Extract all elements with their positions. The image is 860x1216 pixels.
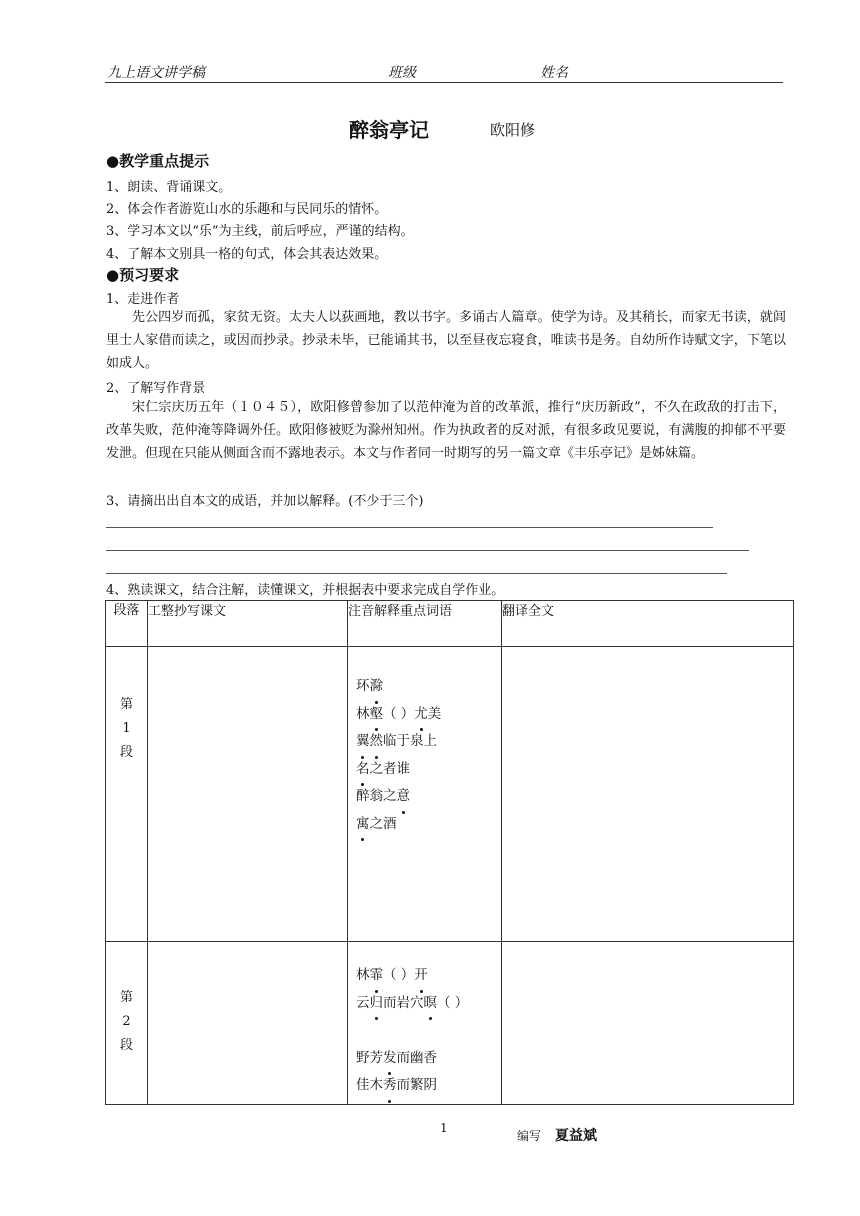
vocab-item: 林壑（ ）尤美 xyxy=(356,701,501,729)
section-teaching-focus-heading: ●教学重点提示 xyxy=(106,152,210,170)
segment-label: 段 xyxy=(119,1038,133,1053)
table-row xyxy=(106,942,794,1105)
vocab-item: 野芳发而幽香 xyxy=(356,1045,501,1073)
class-label: 班级 xyxy=(388,65,416,81)
sub-heading: 2、了解写作背景 xyxy=(106,381,206,396)
header-vocab: 注音解释重点词语 xyxy=(348,601,502,647)
vocab-cell xyxy=(348,647,502,942)
answer-line[interactable] xyxy=(106,550,749,551)
answer-line[interactable] xyxy=(106,573,727,574)
segment-number: 2 xyxy=(122,1014,131,1029)
vocab-item: 名之者谁 xyxy=(356,756,501,784)
writer-name: 夏益斌 xyxy=(555,1128,598,1144)
background-paragraph: 宋仁宗庆历五年（１０４５），欧阳修曾参加了以范仲淹为首的改革派，推行“庆历新政”，不久在政敌的打击下，改革失败，范仲淹等降调外任。欧阳修被贬为滁州知州。作为执政者的反对派，有很多政见要说，有满腹的抑郁不平要发泄。但现在只能从侧面含而不露地表示。本文与作者同一时期写的另一篇文章《丰乐亭记》是姊妹篇。 xyxy=(106,400,786,461)
copy-text-cell[interactable] xyxy=(148,647,348,942)
vocab-item: 云归而岩穴暝（ ） xyxy=(356,990,501,1018)
vocab-item: 林霏（ ）开 xyxy=(356,962,501,990)
focus-item: 3、学习本文以“乐”为主线，前后呼应，严谨的结构。 xyxy=(106,224,414,239)
sub-heading: 3、请摘出出自本文的成语，并加以解释。(不少于三个) xyxy=(106,494,424,509)
author-name: 欧阳修 xyxy=(490,121,536,139)
segment-label: 段 xyxy=(119,745,133,760)
course-name: 九上语文讲学稿 xyxy=(107,65,205,81)
translation-cell[interactable] xyxy=(502,647,794,942)
focus-item: 2、体会作者游览山水的乐趣和与民同乐的情怀。 xyxy=(106,202,388,217)
writer-credit xyxy=(517,1125,597,1145)
segment-label: 第 xyxy=(119,697,133,712)
segment-label-cell xyxy=(106,647,148,942)
page-title: 醉翁亭记 xyxy=(349,118,429,142)
header-paragraph: 段落 xyxy=(106,601,148,647)
translation-cell[interactable] xyxy=(502,942,794,1105)
header-copy-text: 工整抄写课文 xyxy=(148,601,348,647)
segment-label-cell xyxy=(106,942,148,1105)
section-preview-heading: ●预习要求 xyxy=(106,266,180,284)
name-label: 姓名 xyxy=(540,65,568,81)
table-row xyxy=(106,647,794,942)
vocab-item: 醉翁之意 xyxy=(356,783,501,811)
page-number: 1 xyxy=(440,1121,448,1135)
page-header xyxy=(105,60,783,83)
segment-label: 第 xyxy=(119,990,133,1005)
vocab-item: 环滁 xyxy=(356,673,501,701)
sub-heading: 1、走进作者 xyxy=(106,292,180,307)
author-paragraph: 先公四岁而孤，家贫无资。太夫人以荻画地，教以书字。多诵古人篇章。使学为诗。及其稍长，而家无书读，就闾里士人家借而读之，或因而抄录。抄录未毕，已能诵其书，以至昼夜忘寝食，唯读书是务。自幼所作诗赋文字，下笔以如成人。 xyxy=(106,310,786,371)
header-translation: 翻译全文 xyxy=(502,601,794,647)
segment-number: 1 xyxy=(122,721,131,736)
copy-text-cell[interactable] xyxy=(148,942,348,1105)
table-header-row xyxy=(106,601,794,647)
sub-heading: 4、熟读课文，结合注解，读懂课文，并根据表中要求完成自学作业。 xyxy=(106,583,505,598)
focus-item: 4、了解本文别具一格的句式，体会其表达效果。 xyxy=(106,247,388,262)
focus-item: 1、朗读、背诵课文。 xyxy=(106,180,232,195)
vocab-item: 佳木秀而繁阴 xyxy=(356,1072,501,1100)
vocab-item: 寓之酒 xyxy=(356,811,501,839)
title-row xyxy=(0,114,860,144)
vocab-item: 翼然临于泉上 xyxy=(356,728,501,756)
writer-label: 编写 xyxy=(517,1129,542,1143)
answer-line[interactable] xyxy=(106,527,713,528)
study-table xyxy=(105,600,794,1105)
vocab-cell xyxy=(348,942,502,1105)
vocab-spacer xyxy=(356,1017,501,1045)
